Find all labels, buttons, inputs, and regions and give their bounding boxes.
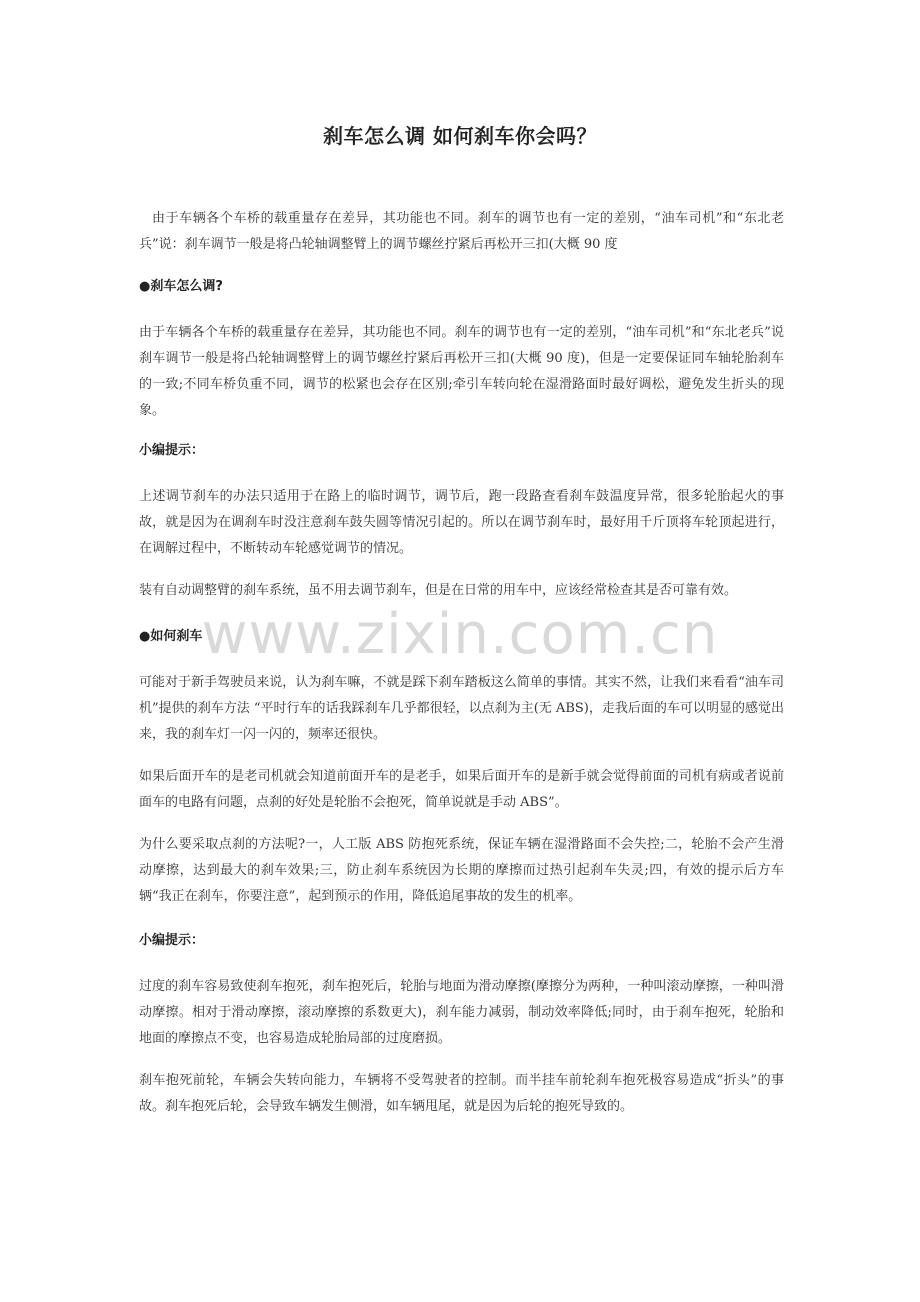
- section-heading-braking: ●如何刹车: [139, 629, 203, 644]
- tip2-paragraph-1: 过度的刹车容易致使刹车抱死，刹车抱死后，轮胎与地面为滑动摩擦(摩擦分为两种，一种叫滚动摩擦，一种叫滑动摩擦。相对于滑动摩擦，滚动摩擦的系数更大)，刹车能力减弱，制动效率降低;同时，由于刹车抱死，轮胎和地面的摩擦点不变，也容易造成轮胎局部的过度磨损。: [139, 979, 784, 1046]
- tip1-paragraph-1: 上述调节刹车的办法只适用于在路上的临时调节，调节后，跑一段路查看刹车鼓温度异常，很多轮胎起火的事故，就是因为在调刹车时没注意刹车鼓失圆等情况引起的。所以在调节刹车时，最好用千斤顶将车轮顶起进行，在调解过程中，不断转动车轮感觉调节的情况。: [139, 489, 784, 556]
- intro-paragraph: 由于车辆各个车桥的载重量存在差异，其功能也不同。刹车的调节也有一定的差别，“油车司机”和“东北老兵”说：刹车调节一般是将凸轮轴调整臂上的调节螺丝拧紧后再松开三扣(大概 90 度: [139, 211, 784, 252]
- section-heading-adjust: ●刹车怎么调?: [139, 279, 223, 294]
- tip-heading-2: 小编提示：: [139, 933, 205, 948]
- tip2-paragraph-2: 刹车抱死前轮，车辆会失转向能力，车辆将不受驾驶者的控制。而半挂车前轮刹车抱死极容易造成“折头”的事故。刹车抱死后轮，会导致车辆发生侧滑，如车辆甩尾，就是因为后轮的抱死导致的。: [139, 1073, 784, 1114]
- tip-heading-1: 小编提示：: [139, 443, 205, 458]
- braking-paragraph-3: 为什么要采取点刹的方法呢?一，人工版 ABS 防抱死系统，保证车辆在湿滑路面不会失控;二，轮胎不会产生滑动摩擦，达到最大的刹车效果;三，防止刹车系统因为长期的摩擦而过热引起刹车失灵;四，有效的提示后方车辆“我正在刹车，你要注意”，起到预示的作用，降低追尾事故的发生的机率。: [139, 837, 784, 904]
- watermark: www.zixin.com.cn: [201, 602, 719, 667]
- braking-paragraph-1: 可能对于新手驾驶员来说，认为刹车嘛，不就是踩下刹车踏板这么简单的事情。其实不然，让我们来看看“油车司机”提供的刹车方法 “平时行车的话我踩刹车几乎都很轻，以点刹为主(无 ABS)，走我后面的车可以明显的感觉出来，我的刹车灯一闪一闪的，频率还很快。: [139, 675, 784, 742]
- adjust-paragraph: 由于车辆各个车桥的载重量存在差异，其功能也不同。刹车的调节也有一定的差别，“油车司机”和“东北老兵”说 刹车调节一般是将凸轮轴调整臂上的调节螺丝拧紧后再松开三扣(大概 90 度)，但是一定要保证同车轴轮胎刹车的一致;不同车桥负重不同，调节的松紧也会存在区别;牵引车转向轮在湿滑路面时最好调松，避免发生折头的现象。: [139, 325, 784, 418]
- tip1-paragraph-2: 装有自动调整臂的刹车系统，虽不用去调节刹车，但是在日常的用车中，应该经常检查其是否可靠有效。: [139, 583, 738, 598]
- braking-paragraph-2: 如果后面开车的是老司机就会知道前面开车的是老手，如果后面开车的是新手就会觉得前面的司机有病或者说前面车的电路有问题，点刹的好处是轮胎不会抱死，简单说就是手动 ABS”。: [139, 769, 784, 810]
- page-title: 刹车怎么调 如何刹车你会吗？: [323, 124, 597, 148]
